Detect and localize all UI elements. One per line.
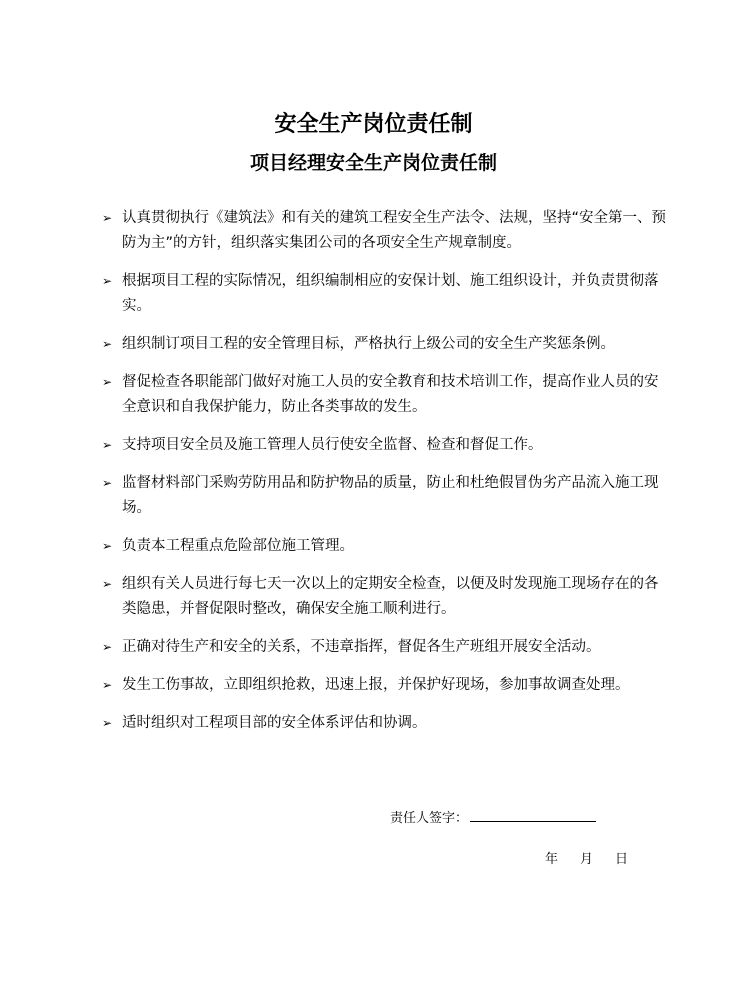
list-item	[100, 332, 670, 357]
list-item-text: 监督材料部门采购劳防用品和防护物品的质量，防止和杜绝假冒伪劣产品流入施工现场。	[122, 475, 659, 516]
list-item	[100, 534, 670, 559]
arrow-bullet-icon: ➢	[101, 211, 113, 225]
arrow-bullet-icon: ➢	[101, 438, 113, 452]
list-item-text: 适时组织对工程项目部的安全体系评估和协调。	[122, 715, 427, 731]
list-item	[100, 471, 670, 521]
arrow-bullet-icon: ➢	[101, 337, 113, 351]
arrow-bullet-icon: ➢	[101, 716, 113, 730]
list-item-text: 发生工伤事故，立即组织抢救，迅速上报，并保护好现场，参加事故调查处理。	[122, 677, 630, 693]
list-item	[100, 269, 670, 319]
list-item-text: 负责本工程重点危险部位施工管理。	[122, 538, 354, 554]
list-item-text: 认真贯彻执行《建筑法》和有关的建筑工程安全生产法令、法规，坚持“安全第一、预防为主”的方针，组织落实集团公司的各项安全生产规章制度。	[122, 210, 667, 251]
arrow-bullet-icon: ➢	[101, 678, 113, 692]
arrow-bullet-icon: ➢	[101, 375, 113, 389]
list-item-text: 组织有关人员进行每七天一次以上的定期安全检查，以便及时发现施工现场存在的各类隐患，并督促限时整改，确保安全施工顺利进行。	[122, 576, 659, 617]
signature-label: 责任人签字：	[390, 811, 469, 826]
date-month-label: 月	[580, 852, 594, 867]
list-item-text: 组织制订项目工程的安全管理目标，严格执行上级公司的安全生产奖惩条例。	[122, 336, 615, 352]
list-item-text: 督促检查各职能部门做好对施工人员的安全教育和技术培训工作，提高作业人员的安全意识和自我保护能力，防止各类事故的发生。	[122, 374, 659, 415]
arrow-bullet-icon: ➢	[101, 539, 113, 553]
arrow-bullet-icon: ➢	[101, 577, 113, 591]
list-item	[100, 673, 670, 698]
document-title: 安全生产岗位责任制	[274, 112, 473, 137]
list-item	[100, 433, 670, 458]
arrow-bullet-icon: ➢	[101, 640, 113, 654]
list-item-text: 根据项目工程的实际情况，组织编制相应的安保计划、施工组织设计，并负责贯彻落实。	[122, 273, 659, 314]
list-item	[100, 572, 670, 622]
arrow-bullet-icon: ➢	[101, 476, 113, 490]
date-day-label: 日	[615, 852, 629, 867]
date-field	[545, 850, 628, 870]
signature-line	[470, 807, 596, 822]
list-item	[100, 206, 670, 256]
document-subtitle: 项目经理安全生产岗位责任制	[249, 152, 497, 174]
list-item-text: 正确对待生产和安全的关系，不违章指挥，督促各生产班组开展安全活动。	[122, 639, 601, 655]
responsibility-list	[100, 206, 670, 749]
arrow-bullet-icon: ➢	[101, 274, 113, 288]
list-item	[100, 635, 670, 660]
list-item	[100, 370, 670, 420]
date-year-label: 年	[545, 852, 559, 867]
list-item	[100, 711, 670, 736]
signature-field	[390, 807, 596, 829]
list-item-text: 支持项目安全员及施工管理人员行使安全监督、检查和督促工作。	[122, 437, 543, 453]
